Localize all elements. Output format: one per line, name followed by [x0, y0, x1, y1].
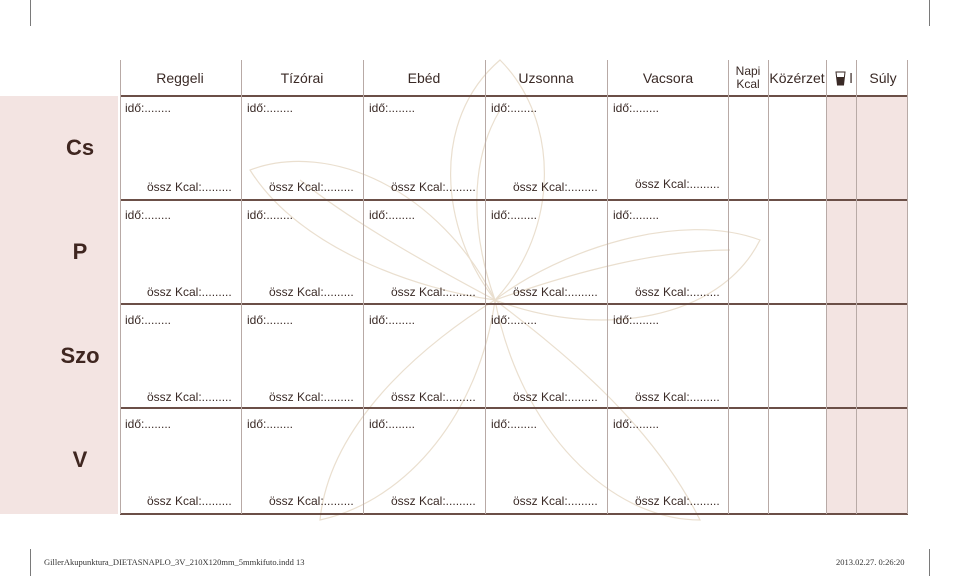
ossz-kcal-field[interactable]: össz Kcal:.........: [269, 180, 354, 194]
ido-field[interactable]: idő:........: [613, 417, 660, 431]
ido-field[interactable]: idő:........: [247, 417, 294, 431]
ossz-kcal-field[interactable]: össz Kcal:.........: [147, 390, 232, 404]
ossz-kcal-field[interactable]: össz Kcal:.........: [269, 285, 354, 299]
header-water: [826, 60, 856, 96]
header-meal-vacsora: Vacsora: [642, 70, 694, 86]
ossz-kcal-field[interactable]: össz Kcal:.........: [513, 494, 598, 508]
day-label-p: P: [72, 239, 88, 264]
weight-column-background: [826, 96, 908, 514]
col-divider-7: [826, 60, 827, 514]
ossz-kcal-field[interactable]: össz Kcal:.........: [513, 180, 598, 194]
ido-field[interactable]: idő:........: [491, 313, 538, 327]
ido-field[interactable]: idő:........: [247, 313, 294, 327]
ido-field[interactable]: idő:........: [369, 417, 416, 431]
ossz-kcal-field[interactable]: össz Kcal:.........: [635, 285, 720, 299]
col-divider-0: [120, 60, 121, 514]
rule-row-2-bottom: [120, 303, 908, 305]
header-meal-uzsonna: Uzsonna: [518, 70, 574, 86]
col-divider-6: [768, 60, 769, 514]
col-divider-3: [485, 60, 486, 514]
header-meal-tizorai: Tízórai: [280, 70, 324, 86]
header-kcal-label: Kcal: [736, 77, 760, 91]
ido-field[interactable]: idő:........: [613, 313, 660, 327]
print-slug-filename: GillerAkupunktura_DIETASNAPLO_3V_210X120mm_5mmkifuto.indd 13: [44, 557, 305, 567]
ossz-kcal-field[interactable]: össz Kcal:.........: [635, 494, 720, 508]
ido-field[interactable]: idő:........: [125, 313, 172, 327]
water-glass-icon: [835, 71, 846, 86]
header-meal-ebed: Ebéd: [407, 70, 441, 86]
ido-field[interactable]: idő:........: [613, 101, 660, 115]
ossz-kcal-field[interactable]: össz Kcal:.........: [269, 494, 354, 508]
ossz-kcal-field[interactable]: össz Kcal:.........: [147, 494, 232, 508]
crop-mark-bottom-right: [929, 549, 930, 576]
ido-field[interactable]: idő:........: [491, 101, 538, 115]
crop-mark-bottom-left: [30, 549, 31, 576]
header-napi-label: Napi: [735, 64, 761, 78]
col-divider-1: [241, 60, 242, 514]
ossz-kcal-field[interactable]: össz Kcal:.........: [513, 285, 598, 299]
ossz-kcal-field[interactable]: össz Kcal:.........: [635, 177, 720, 191]
ossz-kcal-field[interactable]: össz Kcal:.........: [391, 285, 476, 299]
ido-field[interactable]: idő:........: [491, 208, 538, 222]
ido-field[interactable]: idő:........: [369, 313, 416, 327]
ossz-kcal-field[interactable]: össz Kcal:.........: [147, 180, 232, 194]
water-liter-unit: l: [849, 70, 853, 86]
ido-field[interactable]: idő:........: [125, 208, 172, 222]
rule-row-1-bottom: [120, 199, 908, 201]
day-label-cs: Cs: [65, 135, 95, 160]
header-napi-kcal: [728, 60, 768, 96]
crop-mark-top-left: [30, 0, 31, 26]
header-kozerzet: Közérzet: [769, 70, 825, 86]
ido-field[interactable]: idő:........: [125, 417, 172, 431]
ossz-kcal-field[interactable]: össz Kcal:.........: [391, 390, 476, 404]
col-divider-4: [607, 60, 608, 514]
col-divider-9: [907, 60, 908, 514]
col-divider-2: [363, 60, 364, 514]
ido-field[interactable]: idő:........: [613, 208, 660, 222]
rule-header-bottom: [120, 95, 908, 97]
header-meal-reggeli: Reggeli: [156, 70, 204, 86]
rule-row-4-bottom: [120, 513, 908, 515]
ido-field[interactable]: idő:........: [247, 208, 294, 222]
day-label-v: V: [72, 447, 88, 472]
ossz-kcal-field[interactable]: össz Kcal:.........: [513, 390, 598, 404]
ido-field[interactable]: idő:........: [247, 101, 294, 115]
ido-field[interactable]: idő:........: [125, 101, 172, 115]
ossz-kcal-field[interactable]: össz Kcal:.........: [269, 390, 354, 404]
ossz-kcal-field[interactable]: össz Kcal:.........: [391, 180, 476, 194]
ido-field[interactable]: idő:........: [369, 208, 416, 222]
ossz-kcal-field[interactable]: össz Kcal:.........: [635, 390, 720, 404]
day-label-szo: Szo: [60, 343, 100, 368]
header-suly: Súly: [869, 70, 897, 86]
print-slug-timestamp: 2013.02.27. 0:26:20: [836, 557, 905, 567]
col-divider-8: [856, 60, 857, 514]
ido-field[interactable]: idő:........: [491, 417, 538, 431]
col-divider-5: [728, 60, 729, 514]
ossz-kcal-field[interactable]: össz Kcal:.........: [391, 494, 476, 508]
ossz-kcal-field[interactable]: össz Kcal:.........: [147, 285, 232, 299]
ido-field[interactable]: idő:........: [369, 101, 416, 115]
rule-row-3-bottom: [120, 407, 908, 409]
crop-mark-top-right: [929, 0, 930, 26]
